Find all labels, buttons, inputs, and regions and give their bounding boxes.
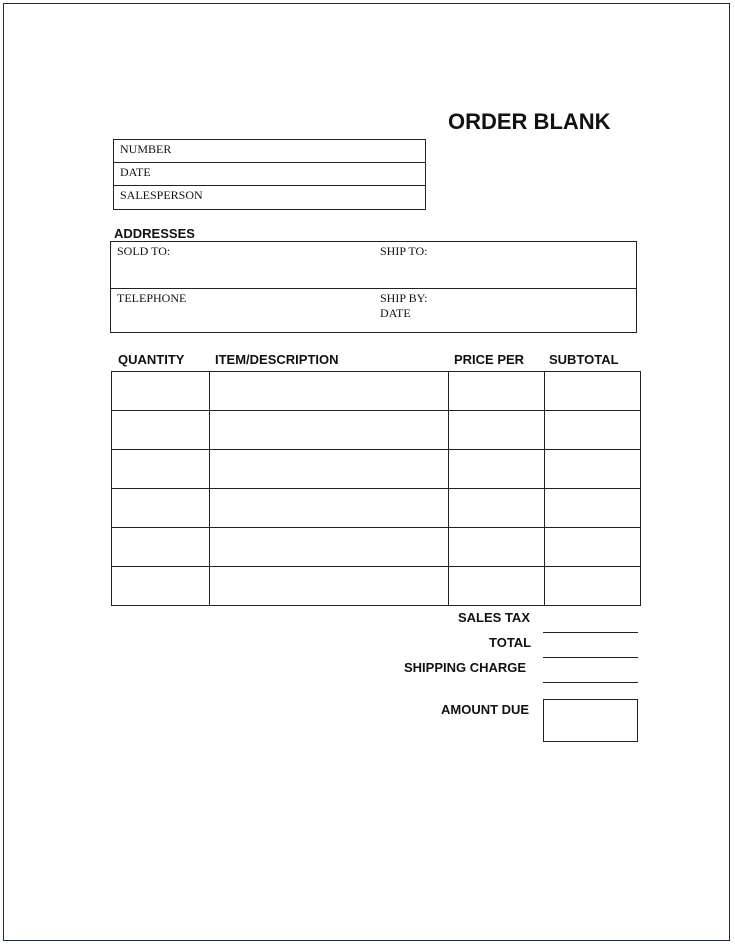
addresses-divider <box>111 288 636 289</box>
table-row <box>112 567 641 606</box>
price-per-cell[interactable] <box>449 489 545 528</box>
table-row <box>112 411 641 450</box>
items-table <box>111 371 641 606</box>
price-per-cell[interactable] <box>449 372 545 411</box>
price-per-cell[interactable] <box>449 528 545 567</box>
subtotal-cell[interactable] <box>545 411 641 450</box>
amount-due-label: AMOUNT DUE <box>441 702 530 717</box>
date-label[interactable]: DATE <box>380 306 411 320</box>
table-row <box>112 528 641 567</box>
item-description-cell[interactable] <box>210 567 449 606</box>
subtotal-cell[interactable] <box>545 450 641 489</box>
table-row <box>112 372 641 411</box>
amount-due-box[interactable] <box>543 699 638 742</box>
quantity-cell[interactable] <box>112 489 210 528</box>
quantity-cell[interactable] <box>112 450 210 489</box>
shipping-charge-label: SHIPPING CHARGE <box>404 660 527 675</box>
ship-to-label[interactable]: SHIP TO: <box>380 244 428 258</box>
subtotal-cell[interactable] <box>545 528 641 567</box>
table-row <box>112 450 641 489</box>
addresses-box <box>110 241 637 333</box>
quantity-cell[interactable] <box>112 567 210 606</box>
salesperson-field[interactable]: SALESPERSON <box>120 188 203 202</box>
price-per-cell[interactable] <box>449 450 545 489</box>
total-label: TOTAL <box>489 635 532 650</box>
page-title: ORDER BLANK <box>448 109 611 134</box>
quantity-cell[interactable] <box>112 411 210 450</box>
item-description-cell[interactable] <box>210 528 449 567</box>
ship-by-label[interactable]: SHIP BY: <box>380 291 428 305</box>
total-line[interactable] <box>543 657 638 658</box>
sales-tax-label: SALES TAX <box>458 610 530 625</box>
price-per-cell[interactable] <box>449 411 545 450</box>
subtotal-cell[interactable] <box>545 489 641 528</box>
sold-to-label[interactable]: SOLD TO: <box>117 244 171 258</box>
order-form-page <box>3 3 730 941</box>
column-subtotal: SUBTOTAL <box>549 352 619 367</box>
subtotal-cell[interactable] <box>545 372 641 411</box>
number-field[interactable]: NUMBER <box>114 140 425 163</box>
quantity-cell[interactable] <box>112 372 210 411</box>
sales-tax-line[interactable] <box>543 632 638 633</box>
shipping-charge-line[interactable] <box>543 682 638 683</box>
item-description-cell[interactable] <box>210 372 449 411</box>
table-row <box>112 489 641 528</box>
column-price-per: PRICE PER <box>454 352 525 367</box>
column-item-description: ITEM/DESCRIPTION <box>215 352 339 367</box>
telephone-label[interactable]: TELEPHONE <box>117 291 187 305</box>
item-description-cell[interactable] <box>210 450 449 489</box>
header-fields-box <box>113 139 426 210</box>
addresses-heading: ADDRESSES <box>114 226 195 241</box>
column-quantity: QUANTITY <box>118 352 185 367</box>
date-field[interactable]: DATE <box>114 163 425 186</box>
item-description-cell[interactable] <box>210 411 449 450</box>
subtotal-cell[interactable] <box>545 567 641 606</box>
price-per-cell[interactable] <box>449 567 545 606</box>
item-description-cell[interactable] <box>210 489 449 528</box>
quantity-cell[interactable] <box>112 528 210 567</box>
